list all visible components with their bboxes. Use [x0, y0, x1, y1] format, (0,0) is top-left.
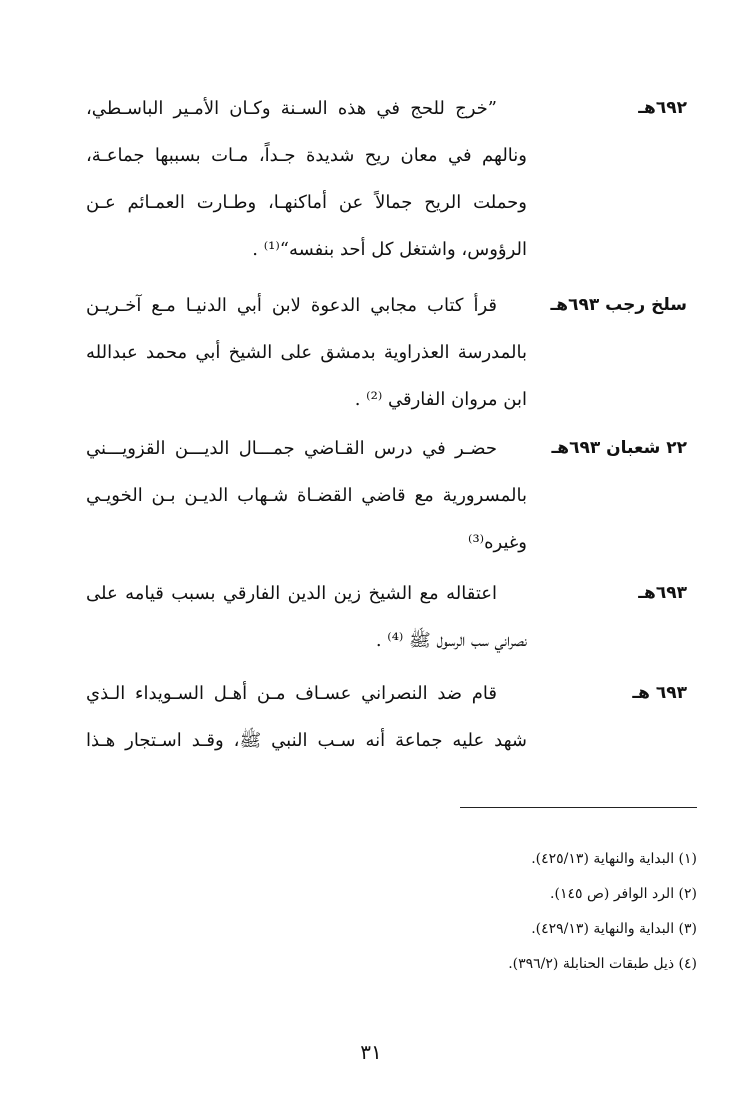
footnote: (١) البداية والنهاية (٤٢٥/١٣).	[531, 851, 697, 867]
entry-text	[86, 85, 527, 273]
entry-text	[86, 670, 527, 764]
text-line: ابن مروان الفارقي ⁽²⁾ .	[354, 389, 527, 410]
entry-text	[86, 570, 527, 664]
text-line: الرؤوس، واشتغل كل أحد بنفسه“⁽¹⁾ .	[252, 239, 527, 260]
text-line: وغيره⁽³⁾	[468, 532, 527, 553]
footnotes	[437, 842, 697, 982]
entry-text	[86, 282, 527, 423]
entry-text	[86, 425, 527, 566]
entry-date: ٦٩٣ هـ	[632, 683, 687, 703]
text-line: ”خرج للحج في هذه السـنة وكـان الأمـير الباسـطي،	[86, 98, 497, 119]
footnote-separator	[460, 807, 697, 808]
text-line: نصراني سب الرسول ﷺ ⁽⁴⁾ .	[375, 630, 527, 651]
text-line: وحملت الريح جمالاً عن أماكنهـا، وطـارت العمـائم عـن	[86, 192, 527, 213]
entry-date: ٦٩٣هـ	[638, 583, 687, 603]
text-line: قام ضد النصراني عسـاف مـن أهـل السـويداء الـذي	[86, 683, 497, 704]
text-line: بالمدرسة العذراوية بدمشق على الشيخ أبي محمد عبدالله	[86, 342, 527, 363]
footnote: (٤) ذيل طبقات الحنابلة (٣٩٦/٢).	[508, 956, 697, 972]
entry-date: سلخ رجب ٦٩٣هـ	[550, 295, 687, 315]
text-line: بالمسرورية مع قاضي القضـاة شـهاب الديـن بـن الخويـي	[86, 485, 527, 506]
entry-date: ٦٩٢هـ	[638, 98, 687, 118]
text-line: شهد عليه جماعة أنه سـب النبي ﷺ، وقـد اسـتجار هـذا	[86, 730, 527, 751]
text-line: حضـر في درس القـاضي جمـــال الديـــن القزويـــني	[86, 438, 497, 459]
text-line: ونالهم في معان ريح شديدة جـداً، مـات بسببها جماعـة،	[86, 145, 527, 166]
page-number: ٣١	[360, 1040, 382, 1064]
footnote: (٣) البداية والنهاية (٤٢٩/١٣).	[531, 921, 697, 937]
text-line: اعتقاله مع الشيخ زين الدين الفارقي بسبب قيامه على	[86, 583, 497, 604]
entry-date: ٢٢ شعبان ٦٩٣هـ	[551, 438, 687, 458]
text-line: قرأ كتاب مجابي الدعوة لابن أبي الدنيـا مـع آخـريـن	[86, 295, 497, 316]
footnote: (٢) الرد الوافر (ص ١٤٥).	[550, 886, 697, 902]
